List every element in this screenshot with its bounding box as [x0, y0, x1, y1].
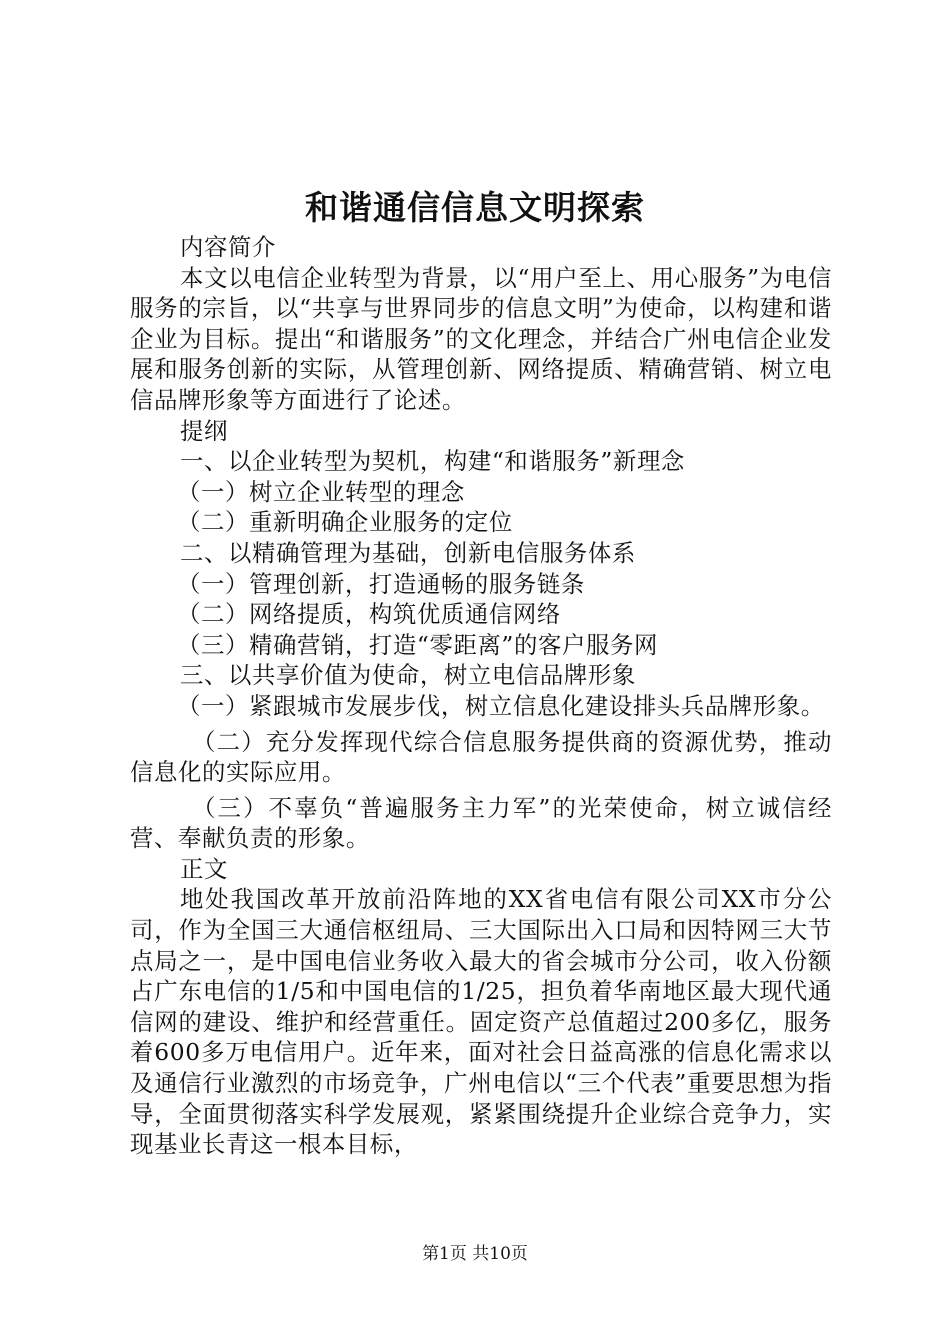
- outline-item: （二）重新明确企业服务的定位: [177, 508, 513, 537]
- outline-item: 一、以企业转型为契机，构建“和谐服务”新理念: [180, 447, 685, 476]
- main-text-paragraph: 地处我国改革开放前沿阵地的XX省电信有限公司XX市分公司，作为全国三大通信枢纽局、三大国际出入口局和因特网三大节点局之一，是中国电信业务收入最大的省会城市分公司，收入份额占广东电信的1/5和中国电信的1/25，担负着华南地区最大现代通信网的建设、维护和经营重任。固定资产总值超过200多亿，服务着600多万电信用户。近年来，面对社会日益高涨的信息化需求以及通信行业激烈的市场竞争，广州电信以“三个代表”重要思想为指导，全面贯彻落实科学发展观，紧紧围绕提升企业综合竞争力，实现基业长青这一根本目标，: [130, 885, 832, 1159]
- section-heading-main-text: 正文: [180, 854, 228, 883]
- outline-item: （二）网络提质，构筑优质通信网络: [177, 600, 561, 629]
- document-title: 和谐通信信息文明探索: [305, 188, 645, 227]
- outline-item: （一）树立企业转型的理念: [177, 477, 465, 506]
- outline-item: （二）充分发挥现代综合信息服务提供商的资源优势，推动信息化的实际应用。: [130, 727, 832, 787]
- outline-item: 三、以共享价值为使命，树立电信品牌形象: [180, 661, 636, 690]
- outline-item: （三）精确营销，打造“零距离”的客户服务网: [177, 630, 658, 659]
- document-body: [130, 232, 832, 1160]
- outline-item: （一）紧跟城市发展步伐，树立信息化建设排头兵品牌形象。: [177, 691, 825, 720]
- section-heading-summary: 内容简介: [180, 233, 276, 261]
- section-heading-outline: 提纲: [180, 416, 228, 445]
- outline-item: （一）管理创新，打造通畅的服务链条: [177, 569, 585, 598]
- outline-item: （三）不辜负“普遍服务主力军”的光荣使命，树立诚信经营、奉献负责的形象。: [130, 793, 832, 853]
- outline-item: 二、以精确管理为基础，创新电信服务体系: [180, 538, 636, 567]
- page-footer: 第1页 共10页: [422, 1244, 528, 1264]
- summary-paragraph: 本文以电信企业转型为背景，以“用户至上、用心服务”为电信服务的宗旨，以“共享与世界同步的信息文明”为使命，以构建和谐企业为目标。提出“和谐服务”的文化理念，并结合广州电信企业发展和服务创新的实际，从管理创新、网络提质、精确营销、树立电信品牌形象等方面进行了论述。: [130, 263, 832, 414]
